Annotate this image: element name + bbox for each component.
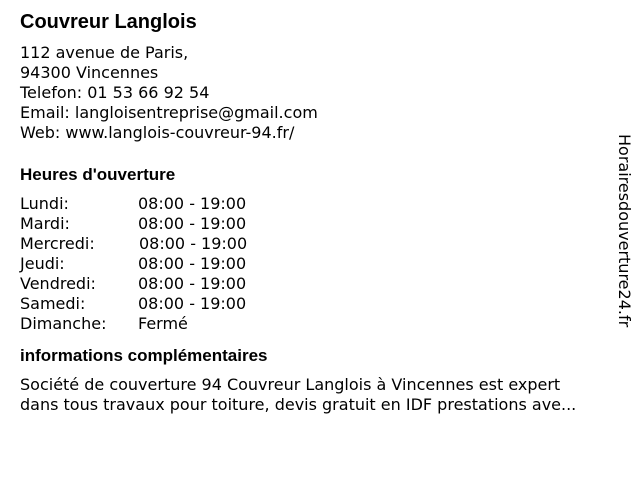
hours-row-monday xyxy=(20,194,620,214)
web-line: Web: www.langlois-couvreur-94.fr/ xyxy=(20,123,295,142)
time-value: 08:00 - 19:00 xyxy=(138,194,247,213)
email-line: Email: langloisentreprise@gmail.com xyxy=(20,103,318,122)
address-line-2: 94300 Vincennes xyxy=(20,63,159,82)
info-title: informations complémentaires xyxy=(20,346,268,365)
hours-row-thursday xyxy=(20,254,620,274)
business-name: Couvreur Langlois xyxy=(20,11,197,33)
address-line-1: 112 avenue de Paris, xyxy=(20,43,189,62)
hours-row-wednesday xyxy=(20,234,620,254)
phone-line: Telefon: 01 53 66 92 54 xyxy=(20,83,210,102)
hours-row-tuesday xyxy=(20,214,620,234)
hours-row-sunday xyxy=(20,314,620,334)
hours-table xyxy=(20,194,620,334)
business-card xyxy=(20,10,620,415)
info-text-line-2: dans tous travaux pour toiture, devis gratuit en IDF prestations ave... xyxy=(20,395,577,414)
hours-row-saturday xyxy=(20,294,620,314)
info-text-line-1: Société de couverture 94 Couvreur Langlois à Vincennes est expert xyxy=(20,375,561,394)
day-label: Mardi: xyxy=(20,214,70,233)
day-label: Vendredi: xyxy=(20,274,96,293)
time-value: 08:00 - 19:00 xyxy=(139,234,248,253)
day-label: Jeudi: xyxy=(20,254,65,273)
time-value: Fermé xyxy=(138,314,188,333)
day-label: Lundi: xyxy=(20,194,69,213)
time-value: 08:00 - 19:00 xyxy=(138,294,247,313)
site-watermark: Horairesdouverture24.fr xyxy=(615,134,634,328)
day-label: Mercredi: xyxy=(20,234,95,253)
time-value: 08:00 - 19:00 xyxy=(138,274,247,293)
time-value: 08:00 - 19:00 xyxy=(138,254,247,273)
hours-title: Heures d'ouverture xyxy=(20,165,176,184)
hours-row-friday xyxy=(20,274,620,294)
day-label: Dimanche: xyxy=(20,314,107,333)
day-label: Samedi: xyxy=(20,294,86,313)
time-value: 08:00 - 19:00 xyxy=(138,214,247,233)
